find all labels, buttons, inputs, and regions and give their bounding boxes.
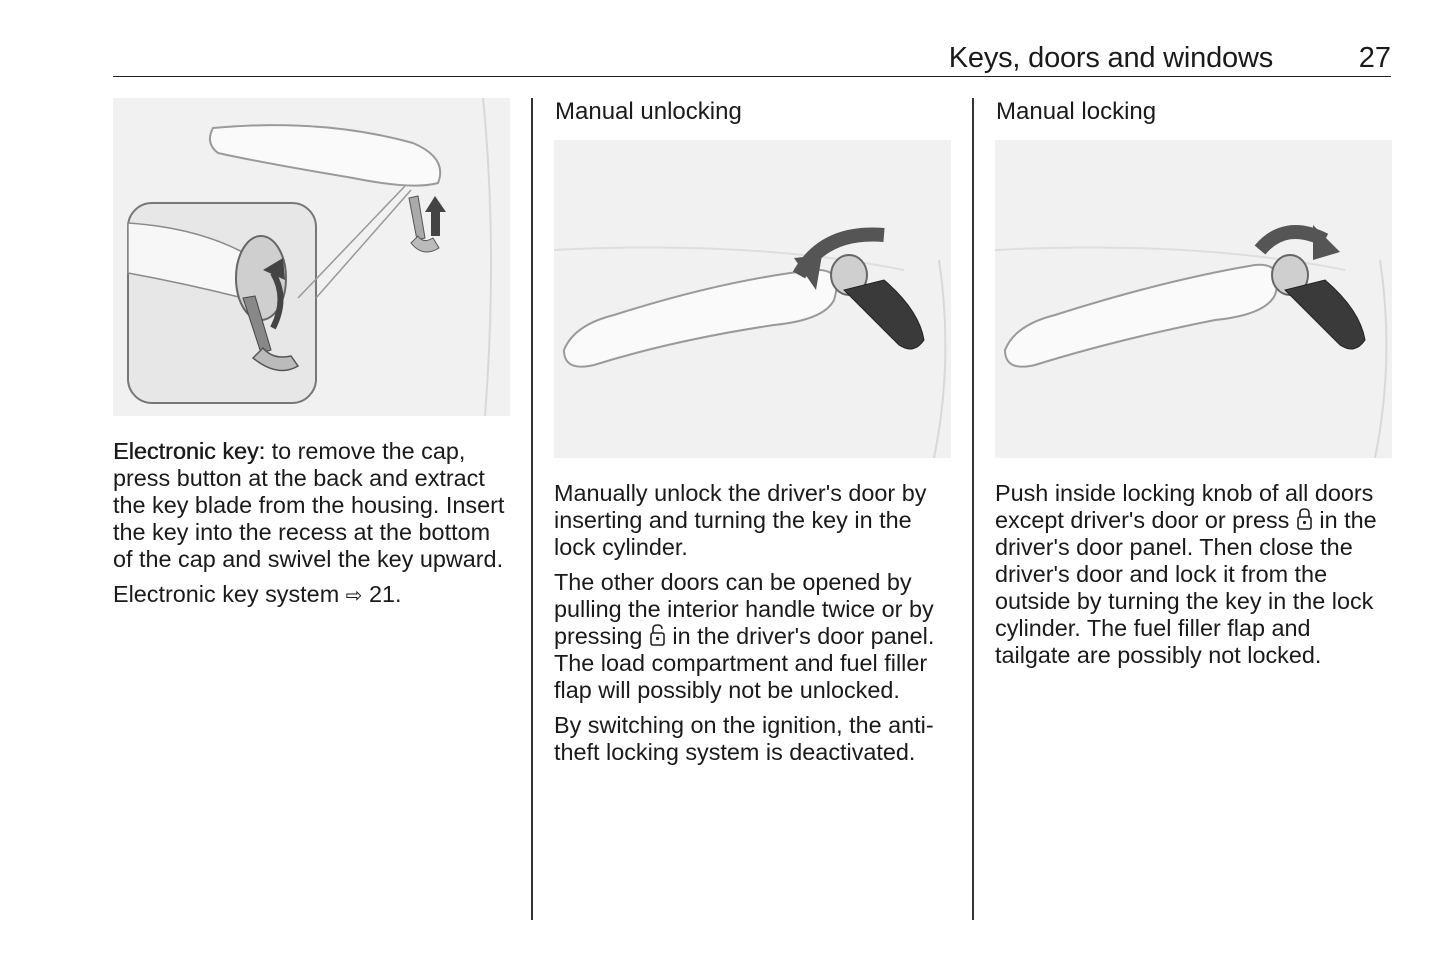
reference-page: 21. — [362, 581, 402, 607]
term-label: Electronic key: — [113, 438, 266, 464]
page-number: 27 — [1358, 42, 1391, 74]
paragraph — [554, 569, 951, 704]
paragraph: By switching on the ignition, the anti-theft locking system is deactivated. — [554, 712, 934, 765]
paragraph-text: Push inside locking knob of all doors except driver's door or press — [995, 480, 1374, 533]
key-blade-removal-illustration — [113, 98, 510, 416]
reference-text: Electronic key system — [113, 581, 346, 607]
paragraph — [113, 438, 510, 573]
column-manual-locking — [995, 98, 1392, 677]
manual-unlocking-text — [554, 480, 951, 766]
cross-reference — [113, 581, 510, 610]
section-heading: Manual locking — [996, 98, 1157, 125]
paragraph-text: in the driver's door panel. The load compartment and fuel filler flap will possibly not be unlocked. — [554, 623, 935, 703]
paragraph-text: to remove the cap, press button at the back and extract the key blade from the housing. Insert the key into the recess at the bottom of the cap and swivel the key upward. — [113, 438, 505, 572]
unlock-button-icon — [649, 623, 666, 647]
electronic-key-text — [113, 438, 510, 610]
section-title: Keys, doors and windows — [948, 42, 1273, 74]
paragraph: Manually unlock the driver's door by inserting and turning the key in the lock cylinder. — [554, 480, 927, 560]
manual-unlock-illustration — [554, 140, 951, 458]
cross-reference-arrow-icon: ⇨ — [345, 585, 363, 607]
paragraph-text: The other doors can be opened by pulling the interior handle twice or by pressing — [554, 569, 934, 649]
page-header — [113, 40, 1391, 77]
manual-lock-illustration — [995, 140, 1392, 458]
manual-locking-text — [995, 480, 1392, 669]
column-divider — [972, 98, 974, 920]
column-manual-unlocking — [554, 98, 951, 774]
column-electronic-key — [113, 98, 510, 618]
paragraph-text: in the driver's door panel. Then close the driver's door and lock it from the outside by turning the key in the lock cylinder. The fuel filler flap and tailgate are possibly not locked. — [995, 507, 1377, 668]
lock-button-icon — [1296, 507, 1313, 531]
section-heading: Manual unlocking — [555, 98, 742, 125]
paragraph — [995, 480, 1392, 669]
column-divider — [531, 98, 533, 920]
